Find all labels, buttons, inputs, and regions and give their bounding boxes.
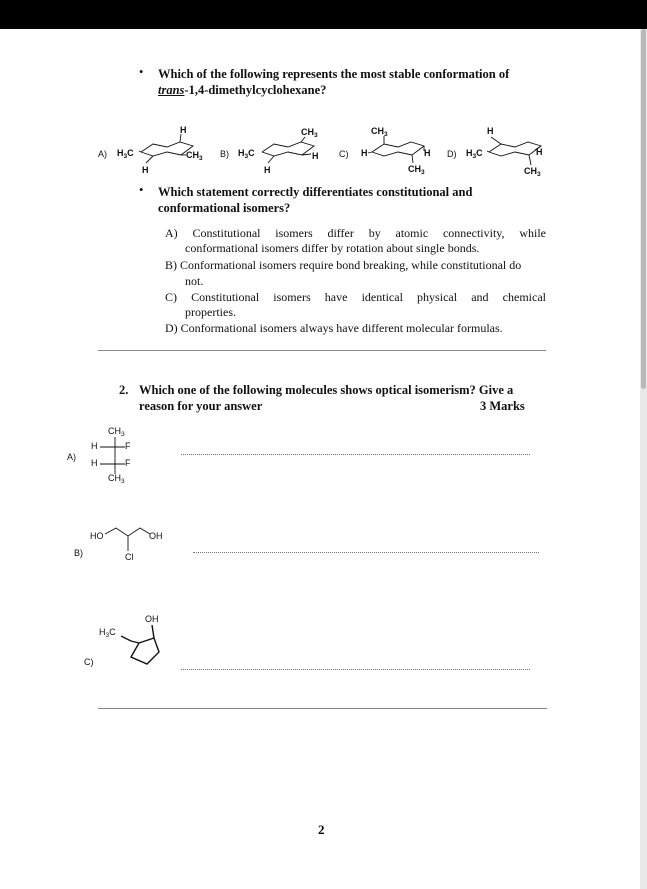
- fischer-top-group: $CH_3$: [108, 426, 125, 438]
- q1-trans-prefix: trans: [158, 83, 185, 97]
- q1-compound-name: -1,4-dimethylcyclohexane?: [184, 83, 327, 97]
- q2-option-b-line2: not.: [185, 274, 204, 288]
- molecule-c-oh: OH: [145, 614, 159, 624]
- q1-d-left-group: $H_3C$: [466, 148, 483, 160]
- q2-option-a-line1: A) Constitutional isomers differ by atomic connectivity, while: [165, 226, 546, 240]
- q2-option-b-line1: B) Conformational isomers require bond breaking, while constitutional do: [165, 258, 522, 272]
- q2-option-c-line2: properties.: [185, 305, 236, 319]
- bullet-icon: •: [139, 65, 144, 79]
- q1-c-bottom-group: $CH_3$: [408, 164, 425, 176]
- q2-text-line1: Which statement correctly differentiates constitutional and: [158, 185, 473, 199]
- q1-c-top-group: $CH_3$: [371, 126, 388, 138]
- fischer-bottom-group: $CH_3$: [108, 473, 125, 485]
- q1-a-right-group: $CH_3$: [186, 150, 203, 162]
- q1-c-right-group: H: [424, 148, 431, 158]
- section-divider: [98, 708, 547, 709]
- molecule-b-cl: Cl: [125, 552, 134, 562]
- q1-b-left-group: $H_3C$: [238, 148, 255, 160]
- fischer-f1: F: [125, 441, 131, 451]
- q1-b-bottom-group: H: [264, 165, 271, 175]
- q1-d-bottom-group: $CH_3$: [524, 166, 541, 178]
- page-number: 2: [318, 822, 325, 837]
- molecule-b-oh: OH: [149, 531, 163, 541]
- q1-a-top-group: H: [180, 125, 187, 135]
- q1-option-b-label: B): [220, 149, 229, 159]
- q1-d-top-group: H: [487, 126, 494, 136]
- answer-line-c[interactable]: [181, 669, 530, 670]
- fischer-h2: H: [91, 458, 98, 468]
- q1-option-d-label: D): [447, 149, 457, 159]
- molecule-b-ho: HO: [90, 531, 104, 541]
- fischer-f2: F: [125, 458, 131, 468]
- bullet-icon: •: [139, 183, 144, 197]
- q3-number: 2.: [119, 383, 129, 397]
- q2-option-c-line1: C) Constitutional isomers have identical physical and chemical: [165, 290, 546, 304]
- q2-option-a-line2: conformational isomers differ by rotation about single bonds.: [185, 241, 480, 255]
- q1-c-left-group: H: [361, 148, 368, 158]
- q1-text-line1: Which of the following represents the most stable conformation of: [158, 67, 510, 81]
- q1-d-right-group: H: [536, 147, 543, 157]
- q3-text-line1: Which one of the following molecules shows optical isomerism? Give a: [139, 383, 514, 397]
- q1-option-c-label: C): [339, 149, 349, 159]
- q2-text-line2: conformational isomers?: [158, 201, 291, 215]
- q2-option-d-line1: D) Conformational isomers always have different molecular formulas.: [165, 321, 503, 335]
- q3-marks: 3 Marks: [480, 399, 525, 413]
- fischer-h1: H: [91, 441, 98, 451]
- q1-b-right-group: H: [312, 151, 319, 161]
- q1-a-bottom-group: H: [142, 165, 149, 175]
- q1-b-top-group: $CH_3$: [301, 127, 318, 139]
- molecule-c-h3c: $H_3C$: [99, 627, 116, 639]
- q3-molecule-c-label: C): [84, 657, 94, 667]
- q1-option-a-label: A): [98, 149, 107, 159]
- q1-a-left-group: $H_3C$: [117, 148, 134, 160]
- q3-molecule-a-label: A): [67, 452, 76, 462]
- q3-text-line2: reason for your answer: [139, 399, 263, 413]
- q3-molecule-b-label: B): [74, 548, 83, 558]
